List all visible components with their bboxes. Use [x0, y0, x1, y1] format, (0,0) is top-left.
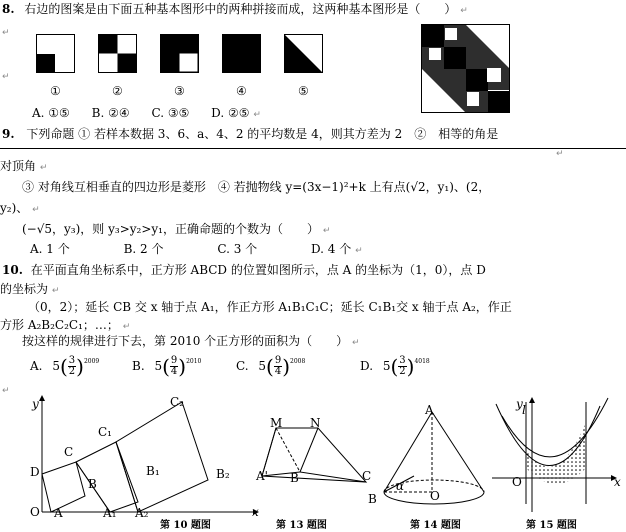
return-mark: ↵: [32, 205, 40, 215]
shape-label-4: ④: [236, 84, 247, 98]
shape-1: [37, 35, 75, 73]
fig10-label-b: B: [88, 477, 97, 491]
q8-option-d[interactable]: D. ②⑤: [211, 106, 250, 120]
fig10-caption: 第 10 题图: [160, 520, 211, 531]
fig10-label-b1: B₁: [146, 464, 160, 478]
fig15-caption: 第 15 题图: [526, 520, 577, 531]
q10-line4-text: 方形 A₂B₂C₂C₁；…；: [0, 318, 119, 332]
fig10-label-b2: B₂: [216, 467, 230, 481]
return-mark: ↵: [2, 28, 10, 38]
q9-line2: [0, 159, 47, 175]
return-mark: ↵: [352, 338, 360, 348]
shape-2: [99, 35, 137, 73]
option-exponent: 2010: [186, 358, 202, 365]
q9-line2-text: 对顶角: [0, 159, 37, 173]
fig15-label-x: x: [614, 475, 621, 489]
option-letter: B.: [132, 359, 145, 373]
fig13-label-b: B: [290, 471, 299, 485]
q10-option-c[interactable]: C. 5( $\frac{9}{4}$ )$^{2008}$: [236, 354, 306, 379]
fig14-caption: 第 14 题图: [410, 520, 461, 531]
fig14-label-o: O: [430, 489, 440, 503]
return-mark: ↵: [322, 226, 331, 236]
q8-stem: [2, 2, 468, 18]
fig10-label-a2: A₂: [135, 506, 149, 520]
figure-15: [490, 396, 620, 516]
option-fraction: $\frac{9}{4}$: [274, 355, 282, 377]
fig10-label-a1: A₁: [103, 506, 117, 520]
fig10-label-y: y: [32, 397, 39, 411]
option-letter: D.: [360, 359, 374, 373]
fig15-label-o: O: [512, 475, 522, 489]
q9-line1: [2, 127, 498, 141]
q10-line2: [0, 282, 59, 298]
return-mark: ↵: [2, 386, 10, 396]
fig10-label-a: A: [54, 506, 63, 520]
q10-line5-text: 按这样的规律进行下去，第 2010 个正方形的面积为（ ）: [22, 334, 349, 348]
option-exponent: 4018: [414, 358, 430, 365]
return-mark: ↵: [460, 6, 468, 16]
q8-option-a[interactable]: A. ①⑤: [32, 106, 70, 120]
fig13-caption: 第 13 题图: [276, 520, 327, 531]
fig10-label-o: O: [30, 505, 40, 519]
fig14-label-a: A: [425, 403, 434, 417]
q10-option-b[interactable]: B. 5( $\frac{9}{4}$ )$^{2010}$: [132, 354, 202, 379]
q8-number: 8.: [2, 2, 15, 16]
q10-line1: [2, 263, 486, 277]
figure-13: [256, 420, 366, 490]
option-fraction: $\frac{3}{2}$: [399, 355, 406, 377]
q8-options: [32, 106, 261, 122]
shape-5: [285, 35, 323, 73]
q9-line4: [0, 201, 40, 217]
q10-option-a[interactable]: A. 5( $\frac{3}{2}$ )$^{2009}$: [30, 354, 100, 379]
q8-option-b[interactable]: B. ②④: [91, 106, 130, 120]
fig10-label-x: x: [252, 505, 259, 519]
q9-option-a[interactable]: A. 1 个: [30, 242, 70, 256]
q10-line4: [0, 318, 130, 334]
q9-number: 9.: [2, 127, 15, 141]
fig13-label-a: A': [256, 469, 268, 483]
fig13-label-c: C: [362, 469, 372, 483]
option-exponent: 2008: [290, 358, 306, 365]
fig14-label-b: B: [368, 492, 377, 506]
return-mark: ↵: [253, 110, 261, 120]
q9-option-b[interactable]: B. 2 个: [123, 242, 164, 256]
fig10-label-c2: C₂: [170, 395, 184, 409]
composite-pattern: [421, 24, 511, 114]
q9-line3: ③ 对角线互相垂直的四边形是菱形 ④ 若抛物线 y=(3x−1)²+k 上有点(√2，y₁)、(2，: [22, 180, 491, 194]
q8-option-c[interactable]: C. ③⑤: [151, 106, 190, 120]
option-coef: 5: [154, 359, 163, 373]
q10-number: 10.: [2, 263, 23, 277]
page-divider: [0, 148, 626, 149]
shape-label-5: ⑤: [298, 84, 309, 98]
option-fraction: $\frac{9}{4}$: [170, 355, 178, 377]
option-letter: A.: [30, 359, 43, 373]
option-coef: 5: [258, 359, 267, 373]
q9-line5: [22, 222, 330, 238]
fig15-label-y: y: [516, 397, 523, 411]
return-mark: ↵: [556, 149, 564, 159]
option-fraction: $\frac{3}{2}$: [68, 355, 76, 377]
fig14-label-alpha: α: [396, 479, 405, 493]
shape-label-2: ②: [112, 84, 123, 98]
fig13-label-n: N: [310, 416, 321, 430]
return-mark: ↵: [2, 72, 10, 82]
return-mark: ↵: [355, 246, 363, 256]
option-coef: 5: [52, 359, 60, 373]
fig13-label-m: M: [270, 416, 283, 430]
q9-option-d[interactable]: D. 4 个: [310, 242, 352, 256]
q9-line4-text: y₂)、: [0, 201, 29, 215]
shape-label-1: ①: [50, 84, 61, 98]
q10-line2-text: 的坐标为: [0, 282, 49, 296]
option-exponent: 2009: [83, 358, 100, 365]
q10-line1-text: 在平面直角坐标系中，正方形 ABCD 的位置如图所示，点 A 的坐标为（1，0），点 D: [30, 263, 486, 277]
fig10-label-c: C: [64, 445, 74, 459]
q9-option-c[interactable]: C. 3 个: [217, 242, 258, 256]
fig15-label-l: l: [522, 403, 526, 417]
return-mark: ↵: [39, 163, 48, 173]
q10-option-d[interactable]: D. 5( $\frac{3}{2}$ )$^{4018}$: [360, 354, 430, 379]
fig10-label-d: D: [30, 465, 40, 479]
shape-4: [223, 35, 261, 73]
shape-3: [161, 35, 199, 73]
q9-line5-text: (−√5，y₃)，则 y₃>y₂>y₁，正确命题的个数为（ ）: [22, 222, 319, 236]
option-coef: 5: [382, 359, 391, 373]
return-mark: ↵: [122, 322, 131, 332]
q8-text: 右边的图案是由下面五种基本图形中的两种拼接而成，这两种基本图形是（ ）: [24, 2, 457, 16]
q9-options: [30, 242, 363, 258]
fig10-label-c1: C₁: [98, 425, 112, 439]
option-letter: C.: [236, 359, 249, 373]
shape-label-3: ③: [174, 84, 185, 98]
q9-line1-text: 下列命题 ① 若样本数据 3、6、a、4、2 的平均数是 4，则其方差为 2 ② 相等的角是: [26, 127, 499, 141]
basic-shapes: [36, 34, 326, 74]
return-mark: ↵: [51, 286, 60, 296]
q10-line3: （0，2）；延长 CB 交 x 轴于点 A₁，作正方形 A₁B₁C₁C；延长 C₁B₁交 x 轴于点 A₂，作正: [28, 300, 512, 314]
